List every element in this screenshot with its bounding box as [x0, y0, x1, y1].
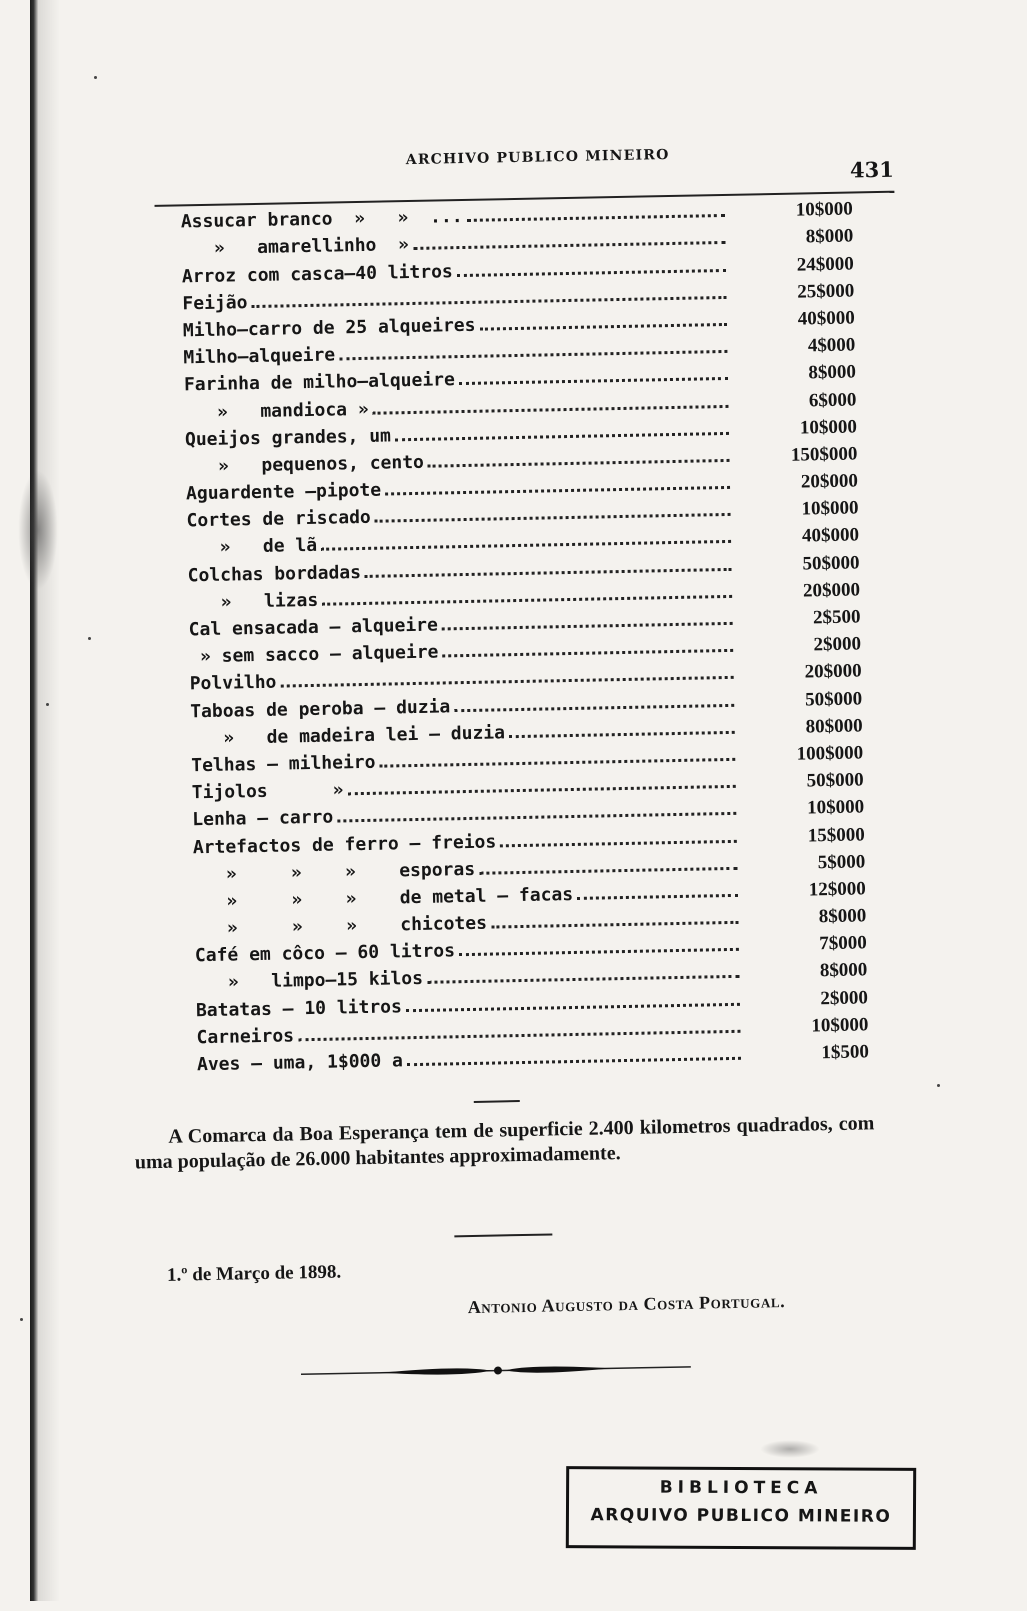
item-price: 2$500	[812, 606, 861, 629]
item-price: 1$500	[821, 1041, 870, 1064]
item-price: 2$000	[813, 633, 862, 656]
item-name: Telhas — milheiro	[191, 751, 376, 777]
paragraph-indent	[135, 1143, 169, 1144]
page-number: 431	[849, 156, 895, 183]
item-price: 20$000	[802, 579, 861, 602]
dot-leader	[479, 866, 737, 875]
item-price: 8$000	[805, 225, 854, 248]
item-name: Tijolos »	[191, 779, 344, 804]
dot-leader	[395, 431, 729, 441]
item-name: » mandioca »	[184, 398, 369, 423]
item-price: 25$000	[797, 280, 855, 303]
stamp-line-1: BIBLIOTECA	[659, 1477, 823, 1499]
dot-leader	[322, 594, 732, 606]
item-name: » » » de metal — facas	[193, 883, 574, 913]
item-price: 5$000	[817, 851, 866, 873]
date-line: 1.º de Março de 1898.	[166, 1261, 342, 1286]
item-name: Aves — uma, 1$000 a	[196, 1050, 404, 1076]
item-name: » de madeira lei — duzia	[190, 722, 506, 750]
item-name: » sem sacco — alqueire	[188, 641, 439, 668]
item-price: 40$000	[801, 524, 860, 547]
stamp-smudge	[760, 1440, 820, 1458]
dot-leader	[365, 567, 732, 578]
section-divider	[454, 1233, 552, 1237]
item-name: Cortes de riscado	[186, 507, 371, 532]
item-price: 12$000	[808, 878, 866, 901]
section-divider	[474, 1100, 520, 1103]
item-name: Artefactos de ferro — freios	[192, 830, 497, 858]
dot-leader	[459, 376, 728, 385]
item-price: 50$000	[806, 769, 864, 792]
item-name: Batatas — 10 litros	[195, 995, 403, 1021]
dot-leader	[406, 1001, 740, 1011]
item-name: » lizas	[187, 589, 319, 614]
item-name: Arroz com casca—40 litros	[181, 260, 453, 287]
item-name: Aguardente —pipote	[185, 479, 382, 505]
closing-ornament	[301, 1357, 691, 1384]
item-price: 10$000	[801, 497, 859, 520]
dot-leader	[459, 947, 739, 956]
item-price: 10$000	[799, 416, 858, 439]
item-name: » » » chicotes	[194, 912, 488, 940]
dot-leader	[373, 403, 729, 414]
item-price: 50$000	[802, 552, 860, 575]
dot-leader	[407, 1056, 741, 1066]
dot-leader	[500, 838, 737, 847]
item-price: 15$000	[807, 823, 865, 846]
item-name: » de lã	[186, 535, 318, 559]
item-price: 7$000	[819, 932, 868, 955]
item-name: Farinha de milho—alqueire	[183, 369, 456, 396]
item-price: 8$000	[818, 905, 867, 928]
item-name: » limpo—15 kilos	[195, 968, 424, 994]
item-name: Milho—carro de 25 alqueires	[182, 314, 476, 342]
item-name: Café em côco — 60 litros	[194, 940, 456, 967]
item-price: 8$000	[808, 361, 857, 384]
item-price: 100$000	[796, 742, 864, 765]
dot-leader	[321, 539, 731, 551]
dot-leader	[457, 268, 726, 277]
dot-leader	[337, 811, 736, 823]
dot-leader	[577, 893, 738, 900]
item-name: Milho—alqueire	[183, 344, 336, 369]
library-stamp	[566, 1466, 916, 1550]
comarca-paragraph	[134, 1111, 875, 1175]
item-price: 50$000	[804, 687, 863, 711]
item-price: 10$000	[811, 1014, 869, 1037]
item-name: Assucar branco » » ...	[180, 206, 463, 233]
item-name: Polvilho	[189, 672, 277, 695]
dot-leader	[480, 322, 727, 331]
dot-leader	[413, 240, 725, 250]
dot-leader	[380, 757, 736, 768]
item-name: Taboas de peroba — duzia	[190, 695, 451, 722]
item-price: 10$000	[807, 796, 865, 819]
item-name: » amarellinho »	[181, 234, 410, 260]
comarca-paragraph-text: A Comarca da Boa Esperança tem de superficie 2.400 kilometros quadrados, com uma população de 26.000 habitantes approximadamente.	[134, 1112, 875, 1174]
item-price: 80$000	[805, 715, 863, 738]
signature: Antonio Augusto da Costa Portugal.	[467, 1291, 786, 1318]
item-price: 2$000	[820, 986, 869, 1009]
item-name: Carneiros	[196, 1025, 295, 1049]
item-price: 20$000	[804, 660, 862, 683]
dot-leader	[427, 974, 739, 984]
item-name: » » » esporas	[193, 858, 476, 885]
price-list	[181, 193, 898, 1076]
item-name: » pequenos, cento	[185, 451, 425, 478]
stamp-line-2: ARQUIVO PUBLICO MINEIRO	[590, 1505, 892, 1527]
item-name: Feijão	[182, 291, 248, 315]
dot-leader	[375, 512, 731, 523]
item-price: 150$000	[790, 443, 858, 466]
item-name: Lenha — carro	[192, 806, 334, 831]
dot-leader	[442, 648, 733, 658]
dot-leader	[348, 784, 736, 795]
item-name: Colchas bordadas	[187, 561, 362, 586]
dot-leader	[491, 920, 738, 929]
item-price: 24$000	[796, 253, 854, 276]
item-name: Queijos grandes, um	[184, 425, 392, 451]
dot-leader	[467, 213, 725, 222]
dot-leader	[385, 485, 730, 496]
item-price: 8$000	[819, 959, 868, 982]
item-name: Cal ensacada — alqueire	[188, 614, 439, 641]
dot-leader	[428, 458, 730, 468]
item-price: 4$000	[807, 334, 856, 357]
dot-leader	[442, 621, 733, 631]
dot-leader	[339, 349, 727, 360]
item-price: 40$000	[797, 307, 856, 330]
item-price: 10$000	[795, 198, 853, 221]
item-price: 20$000	[800, 470, 859, 493]
dot-leader	[454, 702, 734, 711]
item-price: 6$000	[808, 388, 857, 411]
running-title: ARCHIVO PUBLICO MINEIRO	[405, 147, 670, 169]
dot-leader	[509, 730, 735, 738]
